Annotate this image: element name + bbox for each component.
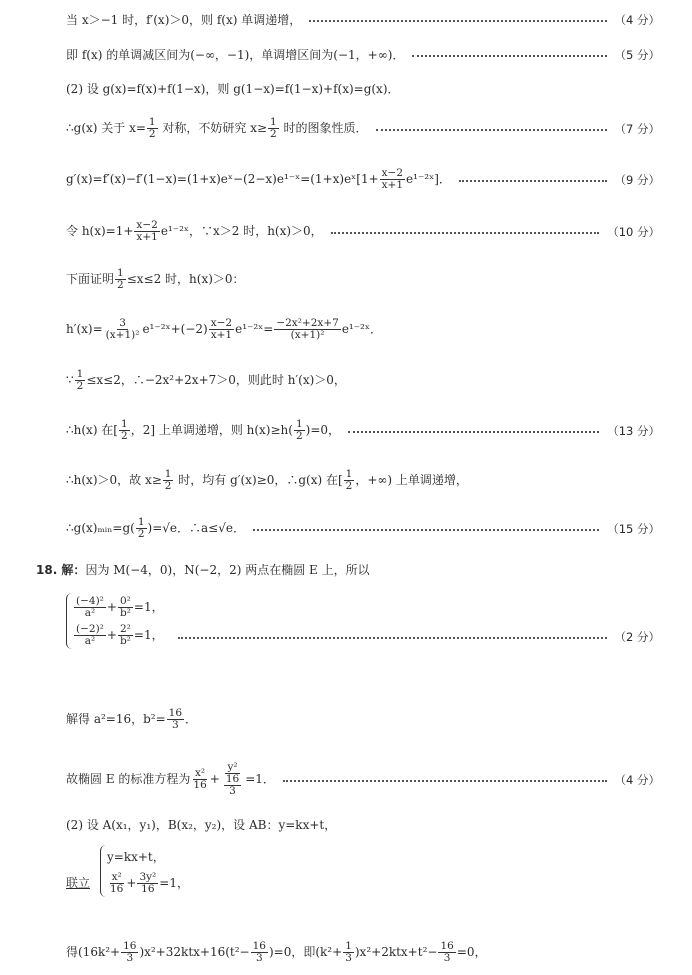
fraction: $\frac{\text{−2x²+2x+7}}{\text{(x+1)²}}$	[276, 317, 339, 341]
line-text: 因为 M(−4，0)，N(−2，2) 两点在椭圆 E 上，所以	[85, 563, 370, 577]
score-label: （4 分）	[614, 772, 660, 787]
solution-line-1	[66, 12, 660, 28]
solution-line-6	[66, 220, 660, 243]
line-text: (2) 设 g(x)=f(x)+f(1−x)，则 g(1−x)=f(1−x)+f(x)=g(x)．	[66, 82, 400, 96]
line-expression: ∴g(x)ₘᵢₙ=g( $\frac{1}{2}$ )=√e．∴a≤√e．	[66, 516, 245, 540]
leader-dots	[253, 529, 599, 531]
nested-fraction: $\frac{\text{y²}}{\frac{16}{3}}$	[225, 761, 240, 797]
line-expression: 得(16k²+ $\frac{16}{3}$ )x²+32ktx+16(t²− $\frac{16}{3}$ )=0，即(k²+ $\frac{1}{3}$ )x²+2ktx+t²− $\frac{16}{3}$ =0，	[66, 940, 487, 964]
fraction: $\frac{1}{2}$	[345, 468, 353, 492]
solution-line-11	[66, 469, 660, 492]
fraction: $\frac{\text{0²}}{\text{b²}}$	[119, 594, 131, 619]
fraction: $\frac{1}{2}$	[270, 116, 277, 140]
fraction: $\frac{16}{3}$	[168, 707, 183, 731]
fraction: $\frac{\text{(−4)²}}{\text{a²}}$	[76, 594, 104, 619]
line-text: (2) 设 A(x₁，y₁)，B(x₂，y₂)，设 AB：y=kx+t，	[66, 818, 337, 832]
leader-dots	[283, 780, 607, 782]
fraction: $\frac{16}{3}$	[123, 940, 137, 964]
score-label: （15 分）	[607, 521, 660, 536]
solution-line-9	[66, 369, 660, 392]
leader-dots	[331, 232, 600, 234]
fraction: $\frac{x-2}{x+1}$	[381, 167, 404, 191]
fraction: $\frac{\text{(−2)²}}{\text{a²}}$	[76, 622, 104, 647]
fraction: $\frac{\text{x²}}{16}$	[193, 767, 207, 791]
score-label: （4 分）	[614, 13, 660, 27]
line-expression: g′(x)=f′(x)−f′(1−x)=(1+x)eˣ−(2−x)e¹⁻ˣ=(1+x)eˣ[1+ $\frac{x-2}{x+1}$ e¹⁻²ˣ]．	[66, 167, 451, 191]
solution-line-14	[66, 708, 660, 731]
solution-line-3	[66, 81, 660, 97]
fraction: $\frac{x-2}{x+1}$	[136, 219, 158, 243]
system-2-label: 联立	[66, 876, 91, 890]
solution-line-15	[66, 762, 660, 797]
fraction: $\frac{16}{3}$	[252, 940, 266, 964]
solution-line-7	[66, 268, 660, 291]
line-expression: ∵ $\frac{1}{2}$ ≤x≤2，∴−2x²+2x+7＞0，则此时 h′(x)＞0，	[66, 368, 346, 392]
solution-line-4	[66, 117, 660, 140]
leader-dots	[459, 180, 607, 182]
fraction: $\frac{x-2}{x+1}$	[210, 317, 233, 341]
fraction: $\frac{\text{x²}}{16}$	[110, 870, 124, 895]
score-label: （10 分）	[607, 224, 660, 239]
line-expression: 解得 a²=16，b²= $\frac{16}{3}$ ．	[66, 707, 198, 731]
leader-dots	[309, 20, 606, 22]
solution-line-17	[66, 941, 660, 964]
leader-dots	[376, 129, 607, 131]
score-label: （13 分）	[607, 423, 660, 438]
line-expression: ∴h(x)＞0，故 x≥ $\frac{1}{2}$ 时，均有 g′(x)≥0，∴g(x) 在[ $\frac{1}{2}$ ，+∞) 上单调递增，	[66, 468, 468, 492]
line-expression: h′(x)= $\frac{3}{\text{(x+1)²}}$ e¹⁻²ˣ+(−2) $\frac{x-2}{x+1}$ e¹⁻²ˣ= $\frac{\text{−2x²+2x+7}}{\text{(x+1)²}}$ e¹⁻²ˣ．	[66, 317, 382, 341]
line-expression: ∴h(x) 在[ $\frac{1}{2}$ ，2] 上单调递增，则 h(x)≥h( $\frac{1}{2}$ )=0，	[66, 418, 341, 442]
solution-line-8	[66, 318, 660, 341]
solution-line-10	[66, 419, 660, 442]
fraction: $\frac{1}{2}$	[76, 368, 84, 392]
leader-dots	[178, 637, 607, 639]
fraction: $\frac{1}{2}$	[164, 468, 172, 492]
fraction: $\frac{1}{2}$	[148, 116, 156, 140]
fraction: $\frac{3}{\text{(x+1)²}}$	[105, 317, 140, 341]
problem-18-heading	[36, 562, 660, 578]
line-expression: 下面证明 $\frac{1}{2}$ ≤x≤2 时，h(x)＞0：	[66, 267, 245, 291]
score-label: （5 分）	[614, 48, 660, 62]
fraction: $\frac{1}{2}$	[117, 267, 124, 291]
score-label: （9 分）	[614, 172, 660, 187]
line-expression: ∴g(x) 关于 x= $\frac{1}{2}$ 对称，不妨研究 x≥ $\frac{1}{2}$ 时的图象性质．	[66, 116, 368, 140]
line-expression: 令 h(x)=1+ $\frac{x-2}{x+1}$ e¹⁻²ˣ，∵x＞2 时，h(x)＞0，	[66, 219, 323, 243]
fraction: $\frac{1}{2}$	[121, 418, 128, 442]
leader-dots	[412, 55, 606, 57]
equation-system-1: $\frac{\text{(−4)²}}{\text{a²}}$ + $\frac{\text{0²}}{\text{b²}}$ =1， $\frac{\text{(−2)²}}{\text{a²}}$ + $\frac{\text{2²}}{\text{b²}}$ =1，	[66, 593, 164, 649]
score-label: （7 分）	[614, 121, 660, 136]
equation-system-2: y=kx+t， $\frac{\text{x²}}{16}$ + $\frac{\text{3y²}}{16}$ =1，	[100, 845, 189, 897]
fraction: $\frac{1}{3}$	[345, 940, 352, 964]
line-text: 即 f(x) 的单调减区间为(−∞，−1)，单调增区间为(−1，+∞)．	[66, 48, 405, 62]
fraction: $\frac{1}{2}$	[137, 516, 145, 540]
fraction: $\frac{1}{2}$	[295, 418, 303, 442]
score-label: （2 分）	[614, 630, 660, 644]
fraction: $\frac{16}{3}$	[440, 940, 454, 964]
line-expression: 故椭圆 E 的标准方程为 $\frac{\text{x²}}{16}$ + $\frac{\text{y²}}{\frac{16}{3}}$ =1．	[66, 761, 275, 797]
system-1-score-row	[178, 629, 660, 645]
fraction: $\frac{\text{3y²}}{16}$	[139, 870, 157, 895]
solution-line-12	[66, 517, 660, 540]
solution-line-5	[66, 168, 660, 191]
solution-line-16	[66, 817, 660, 833]
line-text: 当 x＞−1 时，f′(x)＞0，则 f(x) 单调递增，	[66, 13, 302, 27]
fraction: $\frac{\text{2²}}{\text{b²}}$	[119, 622, 131, 647]
problem-number: 18. 解：	[36, 563, 86, 577]
leader-dots	[348, 431, 599, 433]
solution-line-2	[66, 47, 660, 63]
